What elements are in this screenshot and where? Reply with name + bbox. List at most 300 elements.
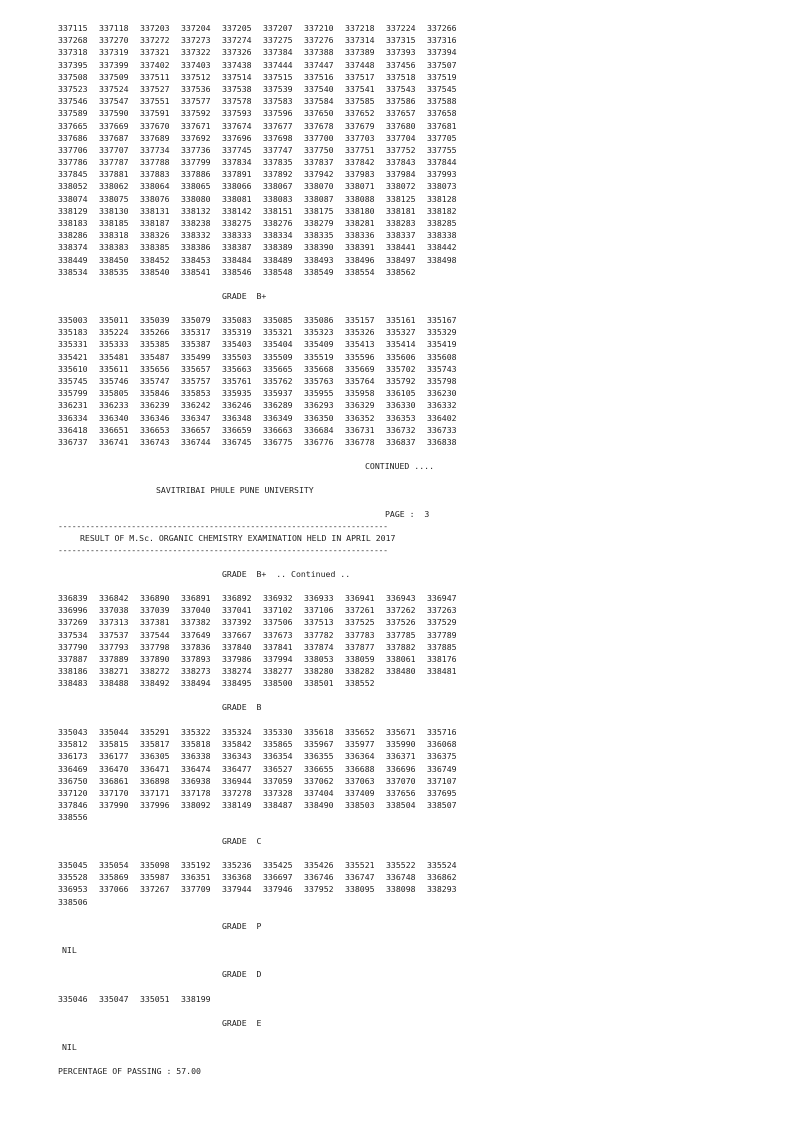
- seat-number: 336892: [222, 593, 252, 603]
- seat-number: 337671: [181, 120, 211, 131]
- seat-number: 337578: [222, 96, 252, 107]
- seat-number: 337534: [58, 629, 88, 640]
- seat-number: 338071: [345, 181, 375, 192]
- table-row: [58, 363, 468, 375]
- seat-number: 335702: [386, 363, 416, 374]
- seat-number: 337846: [58, 800, 88, 811]
- seat-number: 336655: [304, 763, 334, 774]
- seat-number: 337207: [263, 23, 293, 33]
- seat-number: 337696: [222, 132, 252, 143]
- seat-number: 335419: [427, 339, 457, 350]
- table-row: [58, 775, 468, 787]
- seat-number: 338271: [99, 666, 129, 677]
- seat-number: 337686: [58, 132, 88, 143]
- seat-number: 335818: [181, 739, 211, 750]
- seat-number: 337273: [181, 35, 211, 46]
- seat-number: 336402: [427, 412, 457, 423]
- seat-number: 338334: [263, 230, 293, 241]
- seat-number: 335669: [345, 363, 375, 374]
- seat-number: 337517: [345, 71, 375, 82]
- seat-number: 337583: [263, 96, 293, 107]
- seat-number: 335745: [58, 375, 88, 386]
- table-row: [58, 107, 468, 119]
- seat-number: 337752: [386, 144, 416, 155]
- seat-number: 338064: [140, 181, 170, 192]
- seat-number: 335321: [263, 327, 293, 338]
- table-row: [58, 180, 468, 192]
- seat-number: 337709: [181, 884, 211, 895]
- seat-number: 338062: [99, 181, 129, 192]
- seat-number: 335403: [222, 339, 252, 350]
- seat-number: 336375: [427, 751, 457, 762]
- seat-number: 335761: [222, 375, 252, 386]
- seat-number: 335192: [181, 860, 211, 870]
- seat-number: 337680: [386, 120, 416, 131]
- seat-number-table-grade-c: [58, 859, 468, 908]
- table-row: [58, 993, 222, 1005]
- seat-number: 335799: [58, 388, 88, 399]
- seat-number: 335967: [304, 739, 334, 750]
- seat-number: 336418: [58, 424, 88, 435]
- seat-number: 338541: [181, 266, 211, 277]
- seat-number: 337990: [99, 800, 129, 811]
- seat-number: 336941: [345, 593, 375, 603]
- seat-number: 338187: [140, 218, 170, 228]
- seat-number: 337328: [263, 787, 293, 798]
- divider-rule-bottom: ------------------------------------------------------------------------: [58, 545, 388, 555]
- table-row: [58, 811, 468, 823]
- seat-number: 336354: [263, 751, 293, 762]
- seat-number: 338552: [345, 678, 375, 689]
- seat-number: 336651: [99, 424, 129, 435]
- seat-number: 338500: [263, 678, 293, 689]
- seat-number: 338075: [99, 193, 129, 204]
- table-row: [58, 604, 468, 616]
- seat-number: 336233: [99, 400, 129, 411]
- seat-number: 337747: [263, 144, 293, 155]
- seat-number: 335865: [263, 739, 293, 750]
- seat-number: 337262: [386, 605, 416, 616]
- seat-number: 338333: [222, 230, 252, 241]
- seat-number: 337673: [263, 629, 293, 640]
- seat-number: 337787: [99, 157, 129, 168]
- seat-number: 336350: [304, 412, 334, 423]
- seat-number: 337269: [58, 617, 88, 628]
- seat-number: 336469: [58, 763, 88, 774]
- seat-number: 337404: [304, 787, 334, 798]
- seat-number: 338081: [222, 193, 252, 204]
- table-row: [58, 726, 468, 738]
- seat-number: 335266: [140, 327, 170, 338]
- seat-number: 337703: [345, 132, 375, 143]
- seat-number: 337526: [386, 617, 416, 628]
- seat-number: 335522: [386, 860, 416, 870]
- seat-number: 338181: [386, 205, 416, 216]
- seat-number: 336744: [181, 436, 211, 447]
- table-row: [58, 241, 468, 253]
- seat-number: 337942: [304, 169, 334, 180]
- seat-number: 336746: [304, 872, 334, 883]
- seat-number: 338449: [58, 254, 88, 265]
- seat-number: 335955: [304, 388, 334, 399]
- seat-number: 336657: [181, 424, 211, 435]
- seat-number: 336947: [427, 593, 457, 603]
- seat-number: 335608: [427, 351, 457, 362]
- seat-number: 337041: [222, 605, 252, 616]
- seat-number: 337039: [140, 605, 170, 616]
- seat-number: 338182: [427, 205, 457, 216]
- seat-number: 337322: [181, 47, 211, 58]
- seat-number: 337588: [427, 96, 457, 107]
- seat-number: 337544: [140, 629, 170, 640]
- seat-number: 338501: [304, 678, 334, 689]
- seat-number: 337393: [386, 47, 416, 58]
- seat-number: 337785: [386, 629, 416, 640]
- seat-number: 337106: [304, 605, 334, 616]
- seat-number: 337120: [58, 787, 88, 798]
- seat-number: 337539: [263, 83, 293, 94]
- table-row: [58, 436, 468, 448]
- seat-number: 336745: [222, 436, 252, 447]
- seat-number: 337789: [427, 629, 457, 640]
- seat-number: 337881: [99, 169, 129, 180]
- seat-number: 337706: [58, 144, 88, 155]
- grade-bplus-continued-heading: GRADE B+ .. Continued ..: [222, 569, 351, 579]
- seat-number: 337261: [345, 605, 375, 616]
- seat-number: 337577: [181, 96, 211, 107]
- seat-number: 335869: [99, 872, 129, 883]
- seat-number: 338389: [263, 242, 293, 253]
- seat-number: 336353: [386, 412, 416, 423]
- seat-number: 335743: [427, 363, 457, 374]
- seat-number: 338504: [386, 800, 416, 811]
- seat-number: 336743: [140, 436, 170, 447]
- seat-number: 337799: [181, 157, 211, 168]
- seat-number: 337993: [427, 169, 457, 180]
- seat-number: 338092: [181, 800, 211, 811]
- seat-number: 336105: [386, 388, 416, 399]
- seat-number: 337596: [263, 108, 293, 119]
- seat-number: 336305: [140, 751, 170, 762]
- seat-number: 335665: [263, 363, 293, 374]
- seat-number: 337692: [181, 132, 211, 143]
- seat-number: 337679: [345, 120, 375, 131]
- seat-number: 338487: [263, 800, 293, 811]
- seat-number: 337755: [427, 144, 457, 155]
- seat-number: 337946: [263, 884, 293, 895]
- table-row: [58, 205, 468, 217]
- seat-number: 335487: [140, 351, 170, 362]
- seat-number: 337268: [58, 35, 88, 46]
- seat-number: 335499: [181, 351, 211, 362]
- seat-number: 336242: [181, 400, 211, 411]
- seat-number: 337063: [345, 775, 375, 786]
- seat-number: 335333: [99, 339, 129, 350]
- seat-number: 335324: [222, 727, 252, 737]
- seat-number: 337669: [99, 120, 129, 131]
- seat-number: 336289: [263, 400, 293, 411]
- seat-number: 336346: [140, 412, 170, 423]
- seat-number: 338282: [345, 666, 375, 677]
- seat-number: 337844: [427, 157, 457, 168]
- seat-number: 337381: [140, 617, 170, 628]
- seat-number: 337508: [58, 71, 88, 82]
- seat-number: 338374: [58, 242, 88, 253]
- seat-number: 337170: [99, 787, 129, 798]
- seat-number: 338503: [345, 800, 375, 811]
- seat-number: 338080: [181, 193, 211, 204]
- table-row: [58, 859, 468, 871]
- seat-number: 338238: [181, 218, 211, 228]
- seat-number: 337326: [222, 47, 252, 58]
- seat-number: 337171: [140, 787, 170, 798]
- seat-number: 338386: [181, 242, 211, 253]
- seat-number: 337892: [263, 169, 293, 180]
- seat-number: 336239: [140, 400, 170, 411]
- seat-number: 335853: [181, 388, 211, 399]
- table-row: [58, 34, 468, 46]
- seat-number: 337507: [427, 59, 457, 70]
- seat-number: 338497: [386, 254, 416, 265]
- seat-number: 338506: [58, 896, 88, 907]
- seat-number: 335958: [345, 388, 375, 399]
- seat-number: 337705: [427, 132, 457, 143]
- seat-number: 337589: [58, 108, 88, 119]
- seat-number: 337516: [304, 71, 334, 82]
- seat-number: 335805: [99, 388, 129, 399]
- seat-number: 336938: [181, 775, 211, 786]
- seat-number: 337515: [263, 71, 293, 82]
- seat-number: 338065: [181, 181, 211, 192]
- table-row: [58, 787, 468, 799]
- seat-number: 336663: [263, 424, 293, 435]
- seat-number: 335817: [140, 739, 170, 750]
- seat-number: 337836: [181, 641, 211, 652]
- seat-number: 337793: [99, 641, 129, 652]
- seat-number: 335987: [140, 872, 170, 883]
- seat-number: 337384: [263, 47, 293, 58]
- seat-number: 337543: [386, 83, 416, 94]
- table-row: [58, 266, 468, 278]
- seat-number: 338338: [427, 230, 457, 241]
- seat-number: 337745: [222, 144, 252, 155]
- table-row: [58, 156, 468, 168]
- table-row: [58, 168, 468, 180]
- seat-number: 337874: [304, 641, 334, 652]
- seat-number: 338293: [427, 884, 457, 895]
- seat-number: 338452: [140, 254, 170, 265]
- seat-number-table-grade-b: [58, 726, 468, 824]
- table-row: [58, 326, 468, 338]
- seat-number: 337278: [222, 787, 252, 798]
- seat-number: 337511: [140, 71, 170, 82]
- seat-number: 337506: [263, 617, 293, 628]
- seat-number: 335157: [345, 315, 375, 325]
- table-row: [58, 95, 468, 107]
- seat-number: 335521: [345, 860, 375, 870]
- table-row: [58, 896, 468, 908]
- seat-number: 336943: [386, 593, 416, 603]
- seat-number: 335503: [222, 351, 252, 362]
- table-row: [58, 629, 468, 641]
- seat-number: 337689: [140, 132, 170, 143]
- seat-number: 337658: [427, 108, 457, 119]
- seat-number: 336230: [427, 388, 457, 399]
- seat-number: 337276: [304, 35, 334, 46]
- seat-number: 336474: [181, 763, 211, 774]
- seat-number: 337893: [181, 653, 211, 664]
- seat-number: 337514: [222, 71, 252, 82]
- seat-number: 335421: [58, 351, 88, 362]
- seat-number: 337203: [140, 23, 170, 33]
- seat-number: 337695: [427, 787, 457, 798]
- table-row: [58, 83, 468, 95]
- seat-number: 337218: [345, 23, 375, 33]
- seat-number: 336343: [222, 751, 252, 762]
- seat-number: 337541: [345, 83, 375, 94]
- seat-number: 335322: [181, 727, 211, 737]
- seat-number: 336332: [427, 400, 457, 411]
- seat-number: 337984: [386, 169, 416, 180]
- table-row: [58, 46, 468, 58]
- seat-number: 338385: [140, 242, 170, 253]
- seat-number: 336898: [140, 775, 170, 786]
- seat-number: 338554: [345, 266, 375, 277]
- seat-number: 336470: [99, 763, 129, 774]
- table-row: [58, 677, 468, 689]
- seat-number: 335387: [181, 339, 211, 350]
- seat-number: 338546: [222, 266, 252, 277]
- seat-number: 338183: [58, 218, 88, 228]
- seat-number: 337318: [58, 47, 88, 58]
- seat-number: 338052: [58, 181, 88, 192]
- seat-number: 336330: [386, 400, 416, 411]
- seat-number: 336347: [181, 412, 211, 423]
- seat-number: 337783: [345, 629, 375, 640]
- seat-number: 337275: [263, 35, 293, 46]
- seat-number: 335747: [140, 375, 170, 386]
- seat-number: 338281: [345, 218, 375, 228]
- seat-number: 336351: [181, 872, 211, 883]
- seat-number: 335757: [181, 375, 211, 386]
- seat-number: 335045: [58, 860, 88, 870]
- seat-number: 337798: [140, 641, 170, 652]
- seat-number: 337066: [99, 884, 129, 895]
- seat-number: 338175: [304, 205, 334, 216]
- seat-number: 338496: [345, 254, 375, 265]
- seat-number: 335652: [345, 727, 375, 737]
- seat-number: 338450: [99, 254, 129, 265]
- seat-number: 335606: [386, 351, 416, 362]
- seat-number: 338383: [99, 242, 129, 253]
- seat-number: 337537: [99, 629, 129, 640]
- grade-p-value: NIL: [62, 945, 77, 955]
- seat-number: 335404: [263, 339, 293, 350]
- seat-number: 336340: [99, 412, 129, 423]
- seat-number: 338066: [222, 181, 252, 192]
- seat-number: 336364: [345, 751, 375, 762]
- seat-number: 337736: [181, 144, 211, 155]
- seat-number-table-grade-d: [58, 993, 222, 1005]
- seat-number: 338481: [427, 666, 457, 677]
- seat-number: 337538: [222, 83, 252, 94]
- table-row: [58, 799, 468, 811]
- seat-number: 337102: [263, 605, 293, 616]
- seat-number: 338286: [58, 230, 88, 241]
- seat-number: 338129: [58, 205, 88, 216]
- seat-number: 335792: [386, 375, 416, 386]
- seat-number: 335319: [222, 327, 252, 338]
- seat-number: 335671: [386, 727, 416, 737]
- seat-number: 338280: [304, 666, 334, 677]
- seat-number: 337698: [263, 132, 293, 143]
- seat-number: 336862: [427, 872, 457, 883]
- seat-number: 336838: [427, 436, 457, 447]
- seat-number: 336778: [345, 436, 375, 447]
- seat-number: 337224: [386, 23, 416, 33]
- seat-number: 337274: [222, 35, 252, 46]
- table-row: [58, 254, 468, 266]
- seat-number: 335236: [222, 860, 252, 870]
- seat-number: 336750: [58, 775, 88, 786]
- seat-number: 337519: [427, 71, 457, 82]
- seat-number: 336355: [304, 751, 334, 762]
- seat-number: 335085: [263, 315, 293, 325]
- seat-number: 336348: [222, 412, 252, 423]
- seat-number: 336749: [427, 763, 457, 774]
- grade-b-heading: GRADE B: [222, 702, 262, 712]
- seat-number: 337652: [345, 108, 375, 119]
- seat-number: 338326: [140, 230, 170, 241]
- seat-number: 336697: [263, 872, 293, 883]
- grade-e-value: NIL: [62, 1042, 77, 1052]
- seat-number: 337877: [345, 641, 375, 652]
- university-name: SAVITRIBAI PHULE PUNE UNIVERSITY: [156, 485, 314, 495]
- result-title: RESULT OF M.Sc. ORGANIC CHEMISTRY EXAMINATION HELD IN APRIL 2017: [80, 533, 396, 543]
- seat-number: 338335: [304, 230, 334, 241]
- seat-number: 337700: [304, 132, 334, 143]
- seat-number: 335656: [140, 363, 170, 374]
- seat-number: 336747: [345, 872, 375, 883]
- seat-number: 337272: [140, 35, 170, 46]
- seat-number: 338534: [58, 266, 88, 277]
- seat-number: 337593: [222, 108, 252, 119]
- seat-number: 335098: [140, 860, 170, 870]
- seat-number: 337592: [181, 108, 211, 119]
- seat-number: 335935: [222, 388, 252, 399]
- seat-number: 336653: [140, 424, 170, 435]
- seat-number: 336933: [304, 593, 334, 603]
- seat-number: 337527: [140, 83, 170, 94]
- seat-number: 336731: [345, 424, 375, 435]
- seat-number: 337316: [427, 35, 457, 46]
- seat-number: 338483: [58, 678, 88, 689]
- seat-number: 337314: [345, 35, 375, 46]
- seat-number: 335519: [304, 351, 334, 362]
- seat-number: 335326: [345, 327, 375, 338]
- seat-number: 336246: [222, 400, 252, 411]
- seat-number: 337891: [222, 169, 252, 180]
- seat-number: 335977: [345, 739, 375, 750]
- grade-c-heading: GRADE C: [222, 836, 262, 846]
- seat-number: 336890: [140, 593, 170, 603]
- seat-number: 335047: [99, 994, 129, 1004]
- seat-number: 338072: [386, 181, 416, 192]
- seat-number: 337270: [99, 35, 129, 46]
- grade-p-heading: GRADE P: [222, 921, 262, 931]
- seat-number: 337444: [263, 59, 293, 70]
- table-row: [58, 424, 468, 436]
